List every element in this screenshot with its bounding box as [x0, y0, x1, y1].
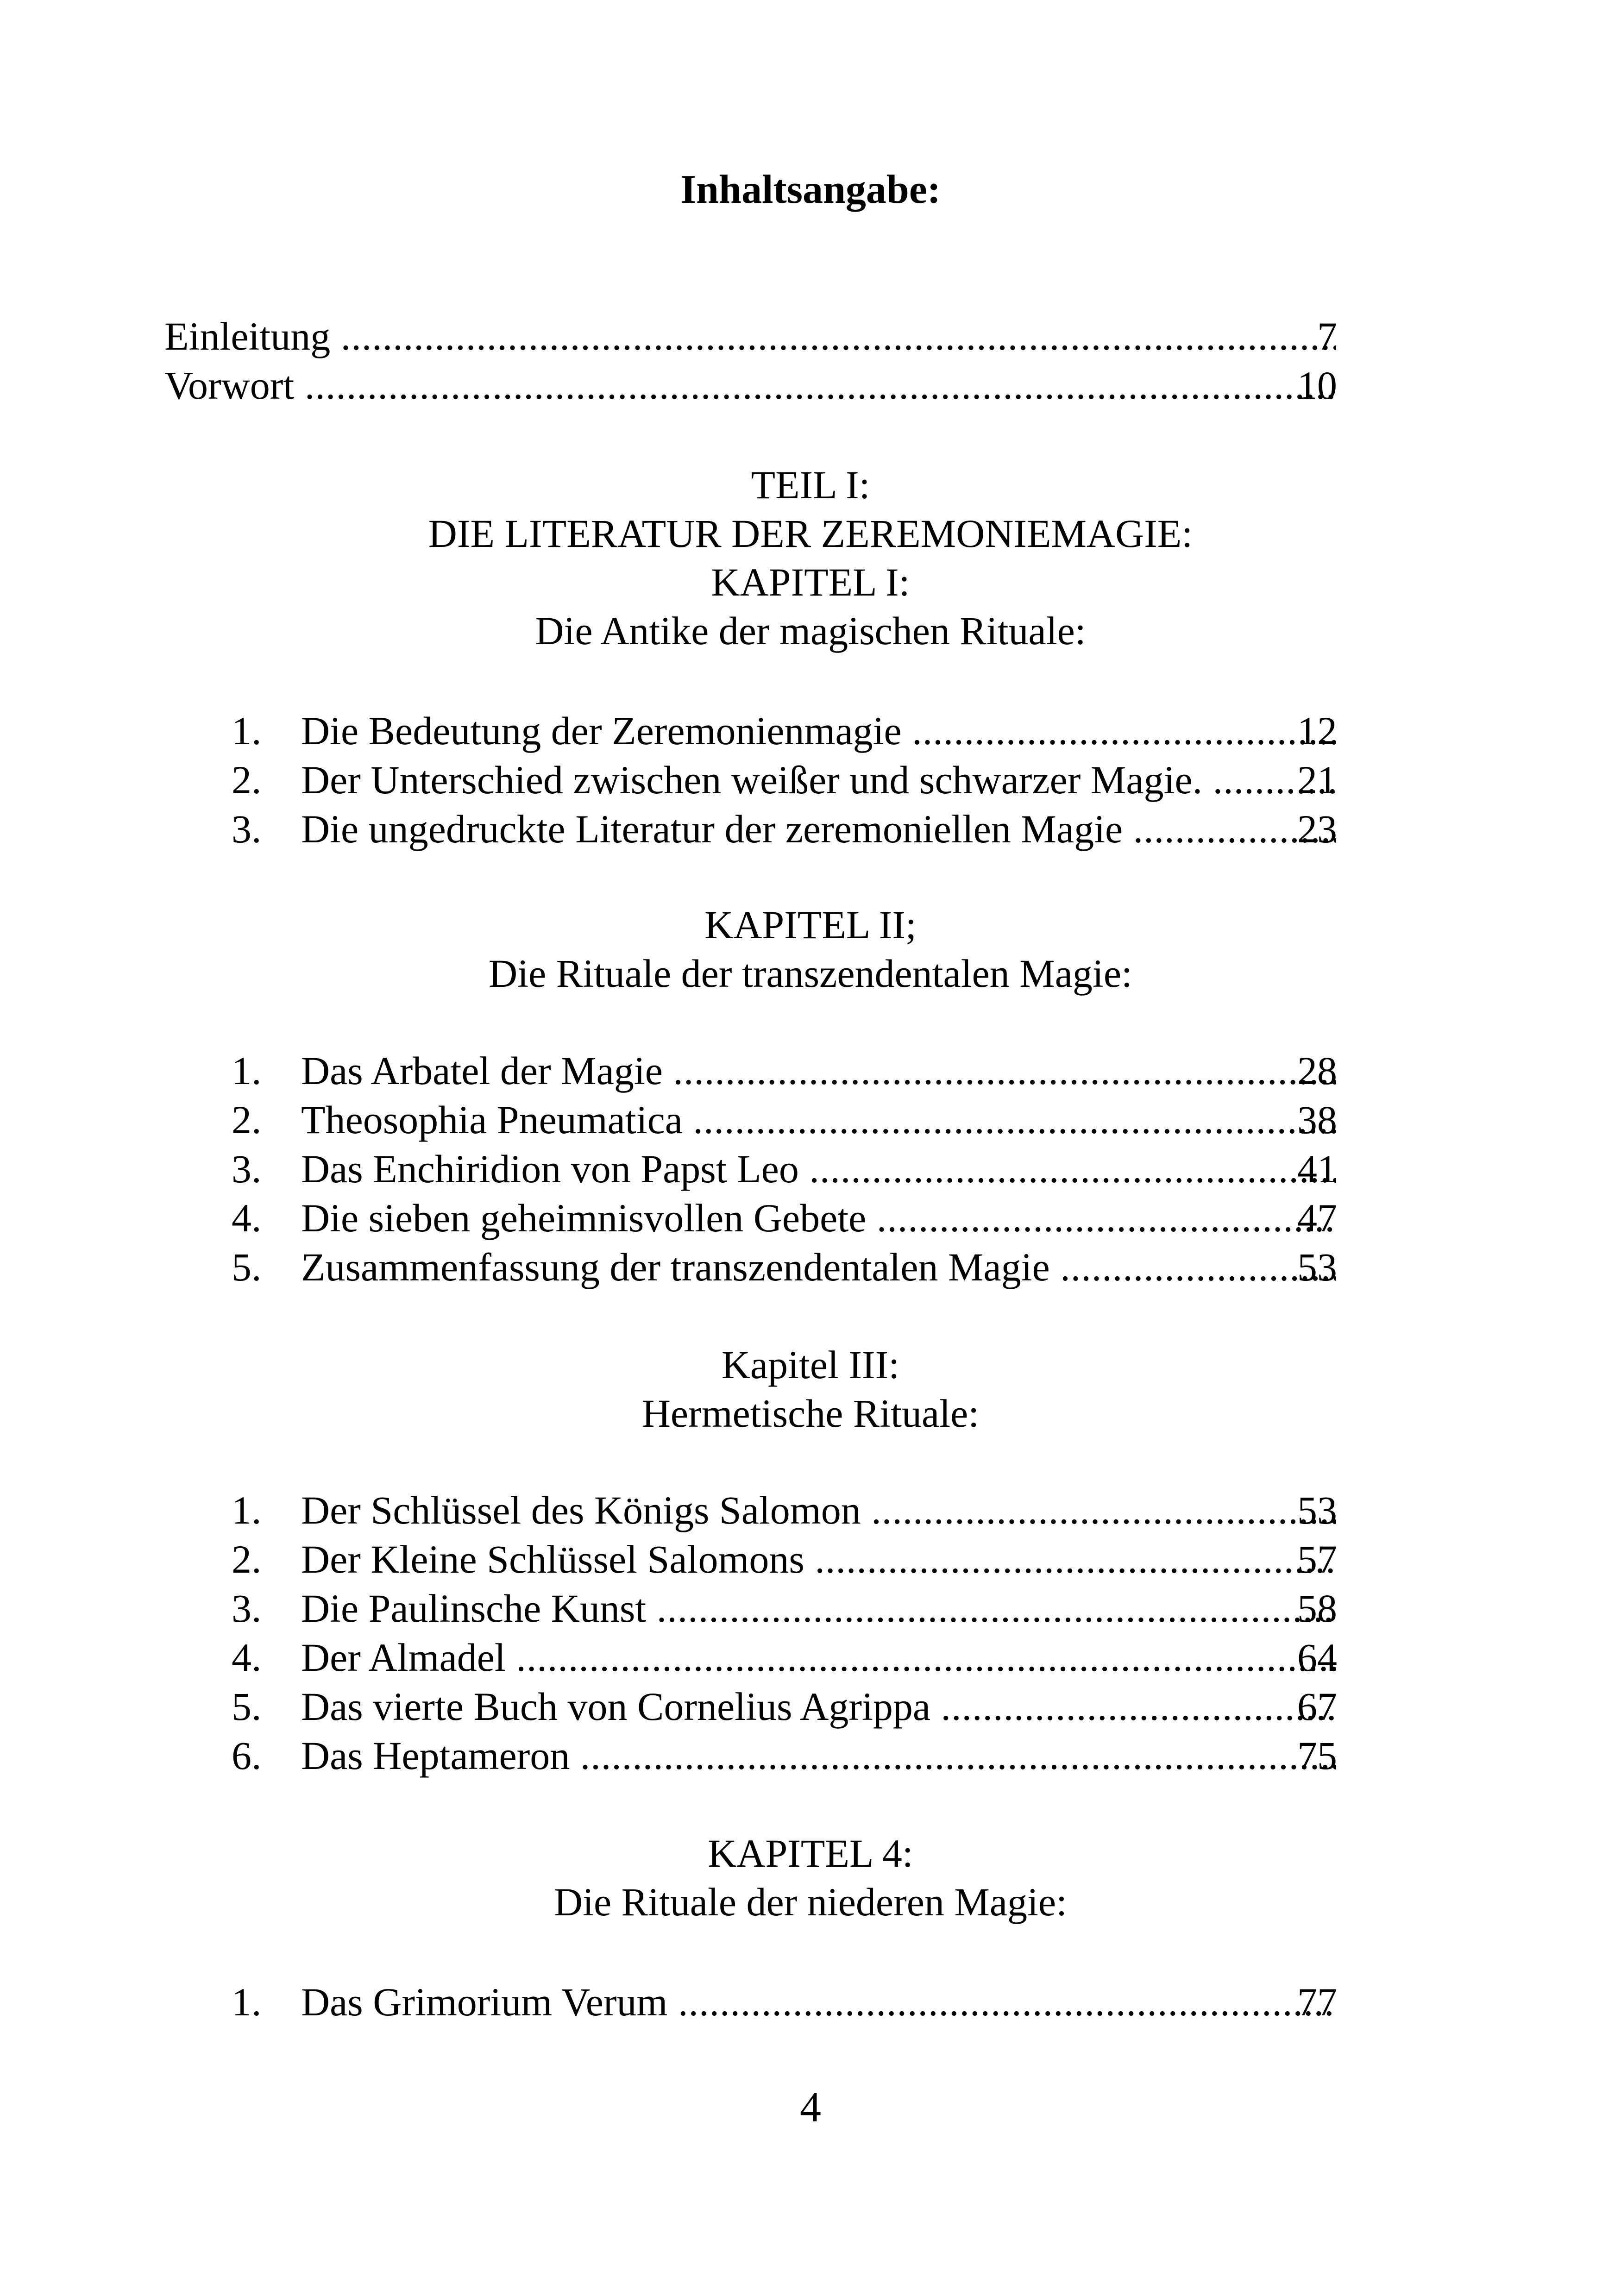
- toc-entry: [232, 1533, 1336, 1585]
- toc-entry: [232, 1143, 1336, 1195]
- toc-entry-page: 12: [1297, 709, 1337, 753]
- toc-entry-number: 1.: [232, 1048, 262, 1093]
- toc-entry-number: 6.: [232, 1733, 262, 1778]
- chapter-heading: KAPITEL II;: [704, 903, 917, 947]
- toc-entry-page: 57: [1297, 1537, 1337, 1581]
- toc-entry-label: Einleitung: [164, 314, 331, 358]
- toc-entry-number: 2.: [232, 1537, 262, 1581]
- toc-entry-number: 1.: [232, 1488, 262, 1532]
- page-title: Inhaltsangabe:: [680, 167, 941, 212]
- toc-entry: [232, 754, 1336, 806]
- toc-entry-page: 23: [1297, 807, 1337, 851]
- toc-entry-number: 2.: [232, 758, 262, 802]
- toc-entry-label: Der Schlüssel des Königs Salomon: [301, 1488, 861, 1532]
- toc-entry-number: 3.: [232, 807, 262, 851]
- toc-entry-page: 28: [1297, 1048, 1337, 1093]
- toc-entry-page: 64: [1297, 1635, 1337, 1680]
- toc-entry: [232, 1192, 1336, 1244]
- toc-entry-number: 5.: [232, 1684, 262, 1729]
- chapter-subtitle: Die Rituale der niederen Magie:: [553, 1880, 1067, 1924]
- toc-entry: [232, 1582, 1336, 1634]
- toc-entry-label: Die Bedeutung der Zeremonienmagie: [301, 709, 902, 753]
- toc-entry-page: 58: [1297, 1586, 1337, 1631]
- toc-entry-page: 7: [1317, 314, 1337, 358]
- toc-entry-number: 4.: [232, 1635, 262, 1680]
- chapter-subtitle: Die Antike der magischen Rituale:: [535, 609, 1086, 653]
- toc-entry: [164, 359, 1336, 411]
- page-number: 4: [800, 2083, 821, 2131]
- toc-entry-page: 77: [1297, 1980, 1337, 2024]
- toc-entry-label: Das vierte Buch von Cornelius Agrippa: [301, 1684, 931, 1729]
- toc-entry: [232, 1681, 1336, 1732]
- chapter-heading: Kapitel III:: [721, 1342, 900, 1387]
- toc-entry-page: 67: [1297, 1684, 1337, 1729]
- toc-entry-label: Der Almadel: [301, 1635, 506, 1680]
- part-heading: TEIL I:: [751, 463, 870, 507]
- toc-entry-label: Die ungedruckte Literatur der zeremoniellen Magie: [301, 807, 1123, 851]
- toc-entry-label: Vorwort: [164, 363, 295, 408]
- toc-entry-number: 1.: [232, 709, 262, 753]
- part-subtitle: DIE LITERATUR DER ZEREMONIEMAGIE:: [428, 511, 1193, 556]
- toc-entry-number: 3.: [232, 1147, 262, 1191]
- toc-entry-number: 4.: [232, 1196, 262, 1240]
- toc-entry-page: 41: [1297, 1147, 1337, 1191]
- toc-entry-label: Das Enchiridion von Papst Leo: [301, 1147, 799, 1191]
- toc-entry: [232, 1730, 1336, 1782]
- toc-entry: [232, 803, 1336, 855]
- chapter-heading: KAPITEL 4:: [708, 1831, 913, 1876]
- toc-entry-label: Theosophia Pneumatica: [301, 1098, 683, 1142]
- toc-entry: [232, 1045, 1336, 1097]
- toc-entry-label: Zusammenfassung der transzendentalen Magie: [301, 1245, 1050, 1289]
- toc-entry-page: 10: [1297, 363, 1337, 408]
- toc-entry-label: Das Arbatel der Magie: [301, 1048, 663, 1093]
- toc-entry-page: 38: [1297, 1098, 1337, 1142]
- chapter-heading: KAPITEL I:: [711, 560, 910, 604]
- toc-entry: [232, 1976, 1336, 2028]
- toc-entry-label: Das Heptameron: [301, 1733, 570, 1778]
- chapter-subtitle: Die Rituale der transzendentalen Magie:: [489, 951, 1132, 996]
- toc-entry-page: 53: [1297, 1488, 1337, 1532]
- toc-entry-page: 21: [1297, 758, 1337, 802]
- toc-entry: [232, 705, 1336, 757]
- toc-entry-number: 2.: [232, 1098, 262, 1142]
- chapter-subtitle: Hermetische Rituale:: [641, 1391, 980, 1436]
- toc-entry: [164, 310, 1336, 362]
- toc-entry-page: 75: [1297, 1733, 1337, 1778]
- toc-entry: [232, 1241, 1336, 1293]
- toc-entry: [232, 1484, 1336, 1536]
- toc-entry-page: 53: [1297, 1245, 1337, 1289]
- toc-entry-number: 3.: [232, 1586, 262, 1631]
- toc-entry-label: Die sieben geheimnisvollen Gebete: [301, 1196, 867, 1240]
- toc-entry-number: 5.: [232, 1245, 262, 1289]
- toc-entry: [232, 1094, 1336, 1146]
- toc-entry-label: Das Grimorium Verum: [301, 1980, 668, 2024]
- toc-entry-label: Der Unterschied zwischen weißer und schwarzer Magie.: [301, 758, 1203, 802]
- toc-entry-label: Die Paulinsche Kunst: [301, 1586, 647, 1631]
- toc-entry: [232, 1631, 1336, 1683]
- toc-entry-page: 47: [1297, 1196, 1337, 1240]
- toc-entry-number: 1.: [232, 1980, 262, 2024]
- toc-entry-label: Der Kleine Schlüssel Salomons: [301, 1537, 804, 1581]
